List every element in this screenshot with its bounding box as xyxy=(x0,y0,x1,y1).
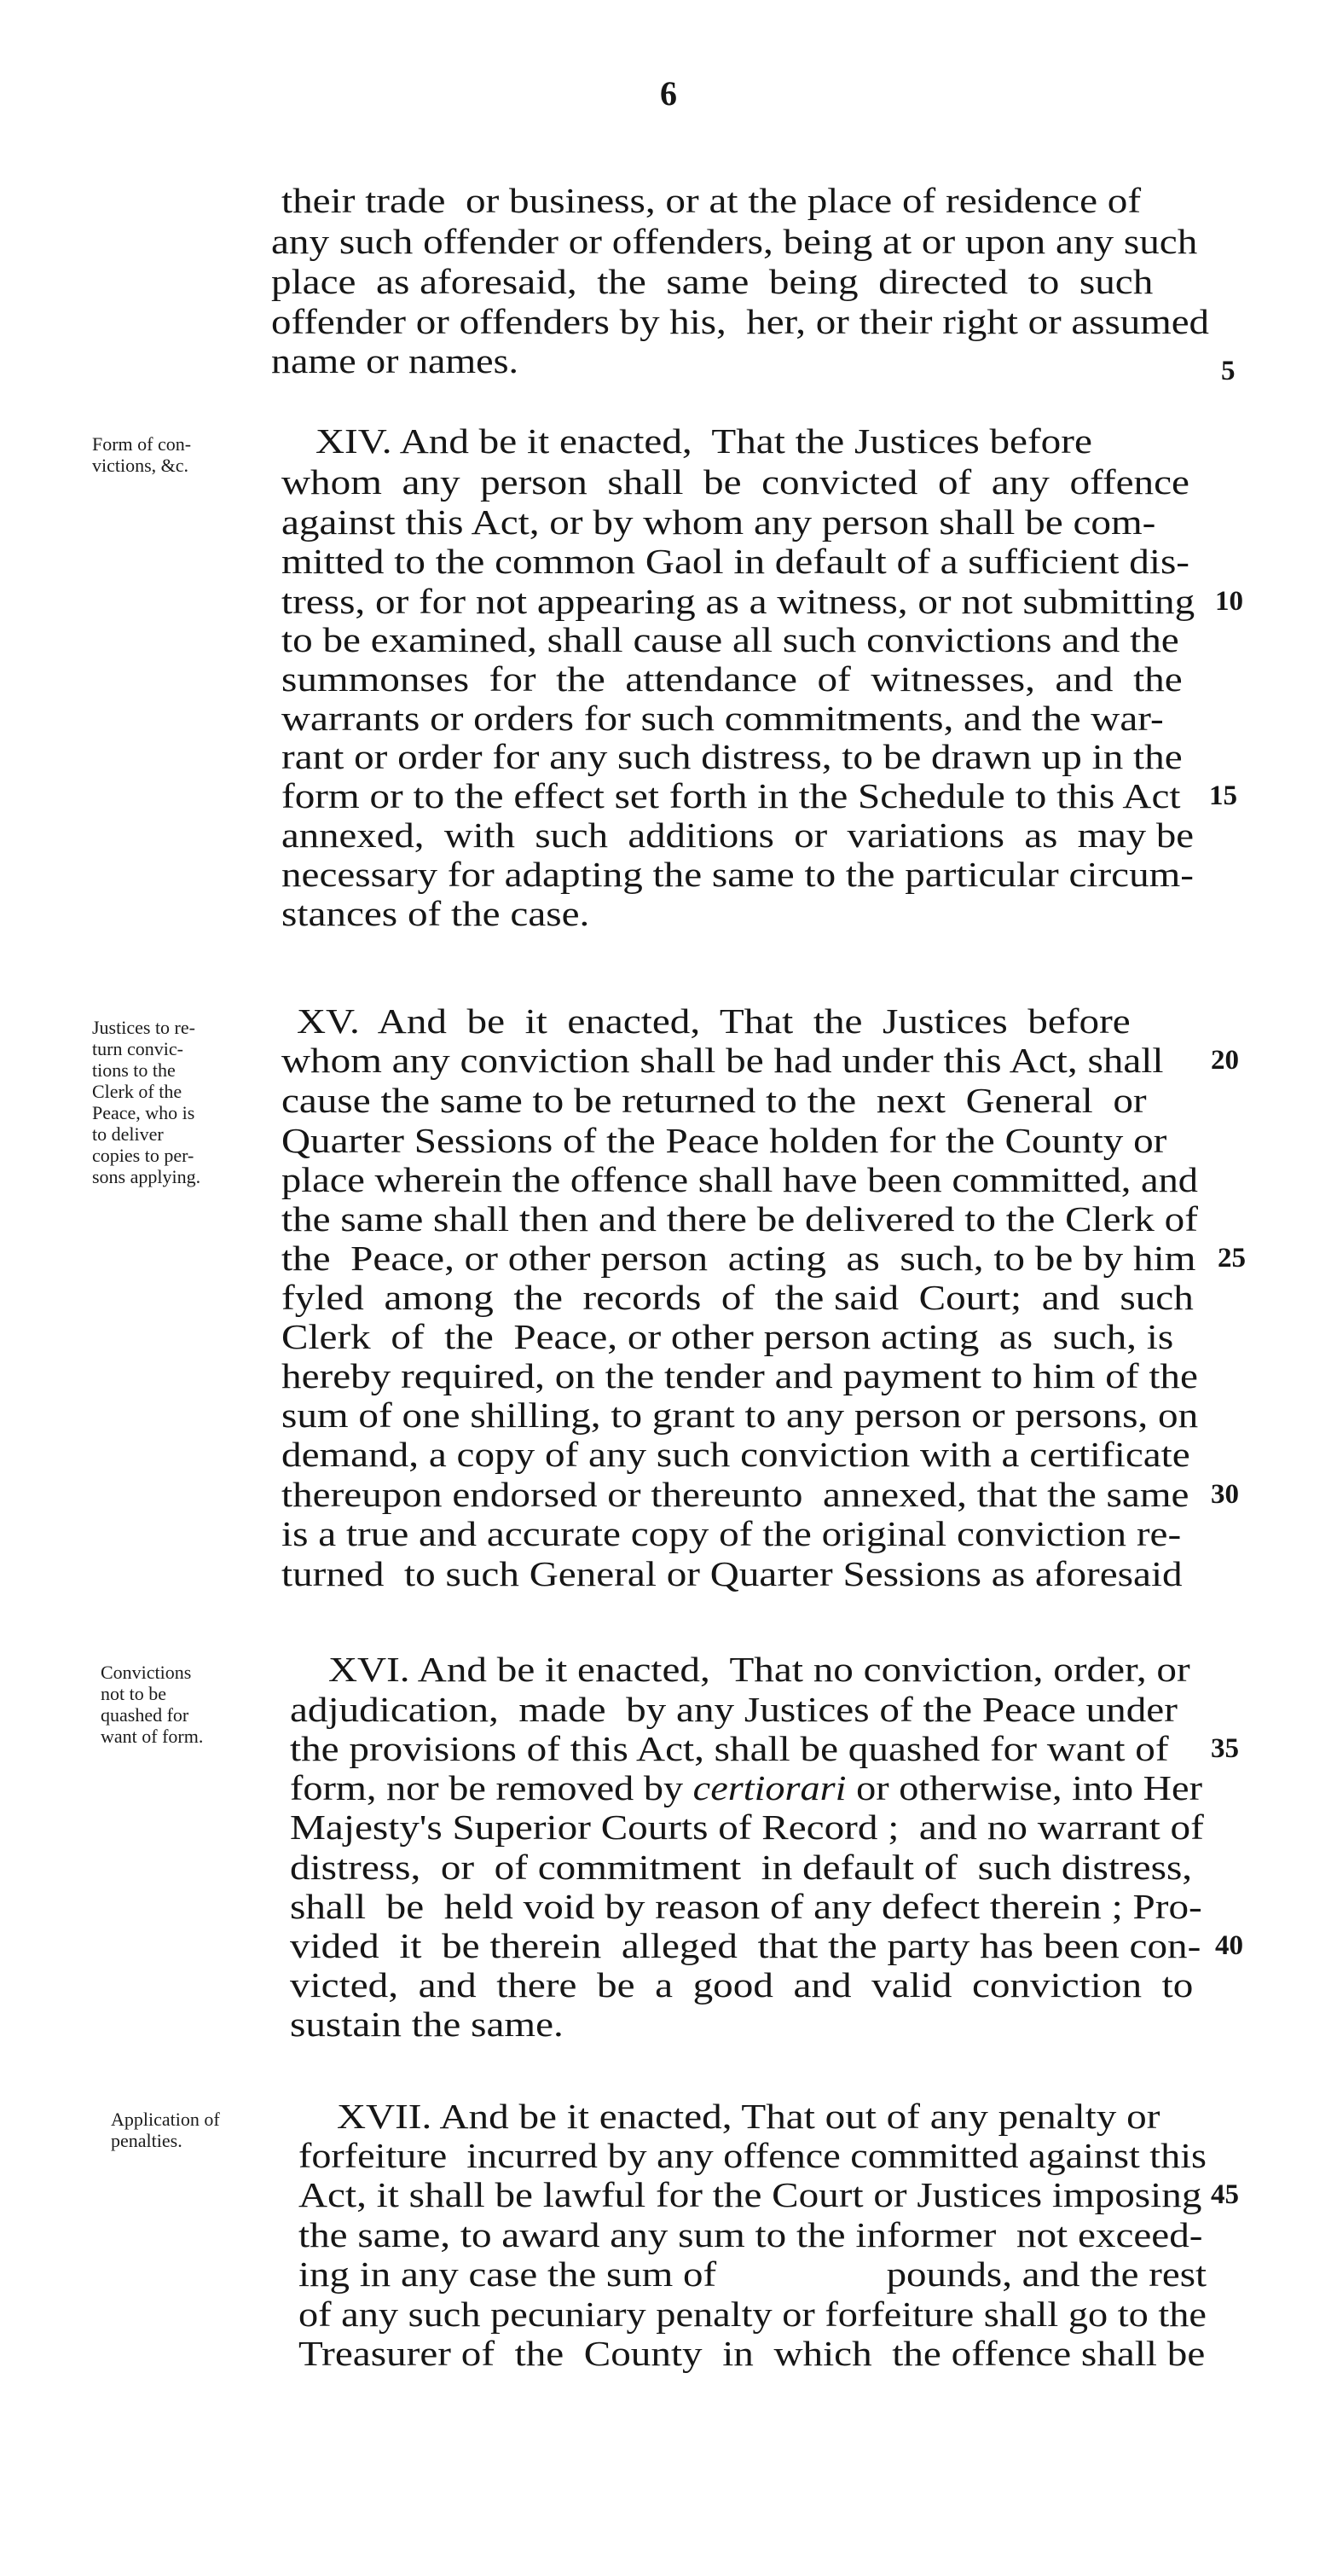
text-line: ing in any case the sum of pounds, and the rest xyxy=(298,2254,1207,2294)
margin-note-line: penalties. xyxy=(111,2130,182,2151)
line-number: 35 xyxy=(1211,1733,1239,1764)
margin-note-line: victions, &c. xyxy=(92,455,189,476)
text-line: to be examined, shall cause all such convictions and the xyxy=(281,620,1179,659)
text-line: Treasurer of the County in which the offence shall be xyxy=(298,2334,1206,2373)
section-heading-line: XIV. And be it enacted, That the Justices before xyxy=(315,421,1092,461)
margin-note-line: sons applying. xyxy=(92,1166,201,1187)
text-line: name or names. xyxy=(271,341,518,380)
text-line: adjudication, made by any Justices of the Peace under xyxy=(290,1690,1178,1729)
text-line: hereby required, on the tender and payment to him of the xyxy=(281,1356,1198,1395)
margin-note-line: Clerk of the xyxy=(92,1081,182,1102)
text-line: turned to such General or Quarter Sessions as aforesaid xyxy=(281,1554,1183,1593)
text-line: demand, a copy of any such conviction with a certificate xyxy=(281,1435,1190,1474)
line-number: 30 xyxy=(1211,1479,1239,1510)
text-line: form, nor be removed by certiorari or otherwise, into Her xyxy=(290,1768,1202,1807)
text-line: is a true and accurate copy of the original conviction re- xyxy=(281,1514,1182,1553)
text-line: forfeiture incurred by any offence committed against this xyxy=(298,2136,1207,2175)
text-line: stances of the case. xyxy=(281,894,590,933)
line-number: 5 xyxy=(1221,356,1236,386)
margin-note-line: copies to per- xyxy=(92,1145,194,1166)
text-line: place wherein the offence shall have been committed, and xyxy=(281,1160,1198,1199)
text-line: their trade or business, or at the place of residence of xyxy=(281,181,1142,220)
text-line: necessary for adapting the same to the particular circum- xyxy=(281,855,1194,894)
margin-note-line: want of form. xyxy=(101,1726,204,1747)
margin-note-line: quashed for xyxy=(101,1704,189,1726)
text-line: offender or offenders by his, her, or their right or assumed xyxy=(271,302,1210,341)
text-line: cause the same to be returned to the next General or xyxy=(281,1081,1147,1120)
text-line: Quarter Sessions of the Peace holden for the County or xyxy=(281,1121,1167,1160)
margin-note-line: Justices to re- xyxy=(92,1017,195,1038)
text-line: sum of one shilling, to grant to any person or persons, on xyxy=(281,1395,1199,1435)
text-line: of any such pecuniary penalty or forfeiture shall go to the xyxy=(298,2295,1207,2334)
text-line: the same, to award any sum to the informer not exceed- xyxy=(298,2215,1203,2254)
line-number: 15 xyxy=(1209,780,1237,811)
text-line: Act, it shall be lawful for the Court or Justices imposing xyxy=(298,2175,1202,2214)
text-line: warrants or orders for such commitments, and the war- xyxy=(281,699,1164,738)
text-line: the provisions of this Act, shall be quashed for want of xyxy=(290,1729,1169,1768)
text-line: the same shall then and there be delivered to the Clerk of xyxy=(281,1199,1198,1239)
text-line: against this Act, or by whom any person shall be com- xyxy=(281,502,1156,542)
text-line: mitted to the common Gaol in default of a sufficient dis- xyxy=(281,542,1190,581)
text-line: form or to the effect set forth in the Schedule to this Act xyxy=(281,776,1181,815)
margin-note-line: Peace, who is xyxy=(92,1102,195,1123)
text-line: distress, or of commitment in default of such distress, xyxy=(290,1848,1193,1887)
line-number: 25 xyxy=(1218,1243,1246,1273)
text-line: summonses for the attendance of witnesses, and the xyxy=(281,659,1183,699)
margin-note-line: not to be xyxy=(101,1683,166,1704)
margin-note-line: Form of con- xyxy=(92,433,192,455)
text-line: whom any person shall be convicted of any offence xyxy=(281,462,1189,502)
margin-note-line: to deliver xyxy=(92,1123,164,1145)
margin-note-line: tions to the xyxy=(92,1059,176,1081)
line-number: 10 xyxy=(1215,586,1243,617)
text-line: sustain the same. xyxy=(290,2005,564,2044)
text-line: victed, and there be a good and valid conviction to xyxy=(290,1965,1194,2005)
margin-note-line: Convictions xyxy=(101,1662,192,1683)
text-line: Clerk of the Peace, or other person acting as such, is xyxy=(281,1317,1174,1356)
text-line: the Peace, or other person acting as such, to be by him xyxy=(281,1239,1196,1278)
text-line: Majesty's Superior Courts of Record ; and no warrant of xyxy=(290,1807,1204,1847)
section-heading-line: XVII. And be it enacted, That out of any penalty or xyxy=(337,2097,1160,2136)
text-line: annexed, with such additions or variations as may be xyxy=(281,815,1194,855)
text-line: tress, or for not appearing as a witness, or not submitting xyxy=(281,582,1195,621)
text-line: fyled among the records of the said Court; and such xyxy=(281,1278,1194,1317)
line-number: 45 xyxy=(1211,2179,1239,2210)
text-line: any such offender or offenders, being at or upon any such xyxy=(271,222,1198,261)
text-line: place as aforesaid, the same being directed to such xyxy=(271,262,1154,301)
line-number: 20 xyxy=(1211,1045,1239,1076)
text-line: rant or order for any such distress, to be drawn up in the xyxy=(281,737,1183,776)
text-line: shall be held void by reason of any defect therein ; Pro- xyxy=(290,1887,1202,1926)
text-line: vided it be therein alleged that the party has been con- xyxy=(290,1926,1201,1965)
text-line: whom any conviction shall be had under this Act, shall xyxy=(281,1041,1164,1080)
page-number: 6 xyxy=(660,74,677,113)
line-number: 40 xyxy=(1215,1930,1243,1961)
margin-note-line: Application of xyxy=(111,2109,220,2130)
text-line: thereupon endorsed or thereunto annexed, that the same xyxy=(281,1475,1189,1514)
section-heading-line: XVI. And be it enacted, That no conviction, order, or xyxy=(328,1650,1190,1689)
margin-note-line: turn convic- xyxy=(92,1038,183,1059)
section-heading-line: XV. And be it enacted, That the Justices before xyxy=(297,1001,1131,1041)
